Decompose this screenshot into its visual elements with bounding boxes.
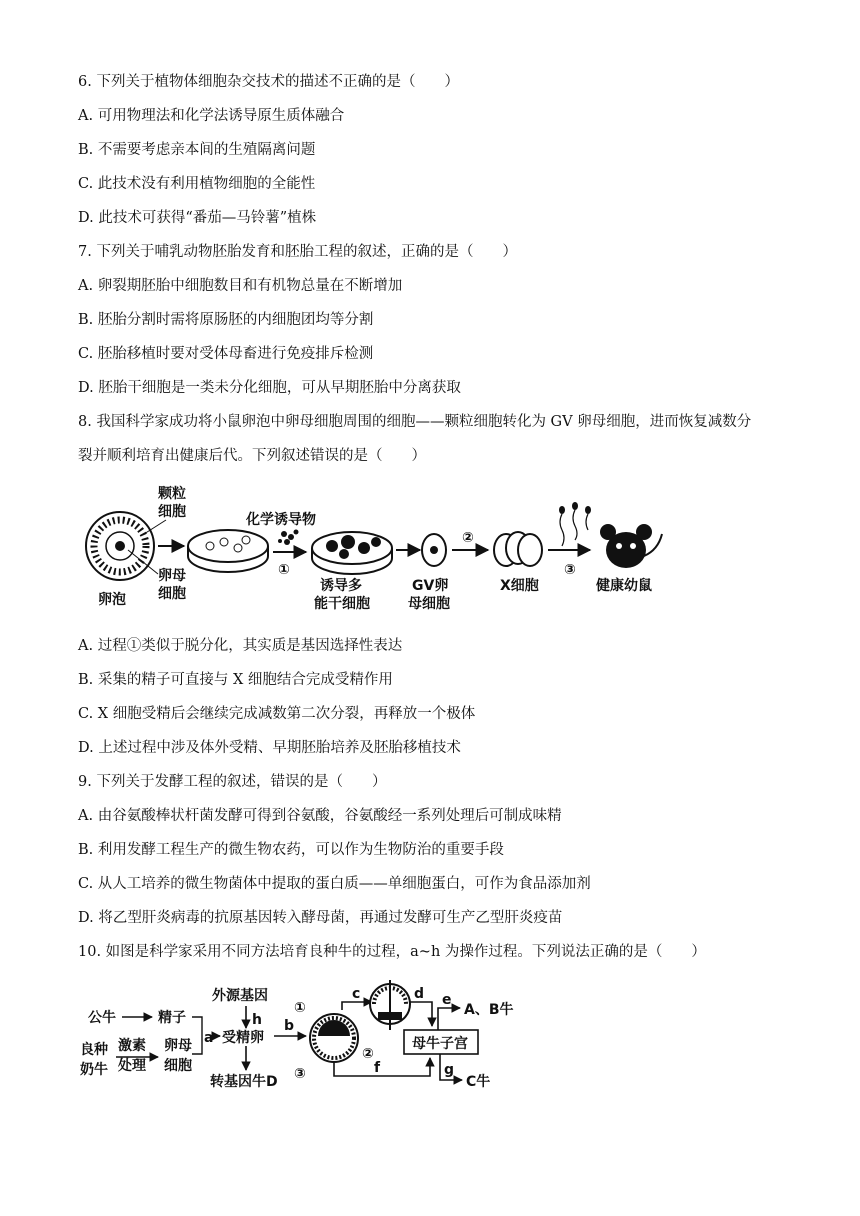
q6-option-b[interactable]: B. 不需要考虑亲本间的生殖隔离问题	[78, 142, 316, 158]
process-h-label: h	[252, 1012, 262, 1028]
q8-option-c[interactable]: C. X 细胞受精后会继续完成减数第二次分裂，再释放一个极体	[78, 706, 476, 722]
q6-option-c[interactable]: C. 此技术没有利用植物细胞的全能性	[78, 176, 316, 192]
sperm-icon	[559, 502, 591, 546]
egg-label-2: 细胞	[164, 1058, 192, 1074]
part-3-label: ③	[294, 1066, 306, 1082]
uterus-label: 母牛子宫	[412, 1036, 468, 1052]
q10-figure	[78, 978, 538, 1098]
x-cell-icon	[494, 532, 542, 566]
q7-option-c[interactable]: C. 胚胎移植时要对受体母畜进行免疫排斥检测	[78, 346, 374, 362]
q9-option-c[interactable]: C. 从人工培养的微生物菌体中提取的蛋白质——单细胞蛋白，可作为食品添加剂	[78, 876, 591, 892]
q8-option-d[interactable]: D. 上述过程中涉及体外受精、早期胚胎培养及胚胎移植技术	[78, 740, 461, 756]
process-b-label: b	[284, 1018, 295, 1034]
bull-label: 公牛	[88, 1010, 116, 1026]
egg-label-1: 卵母	[164, 1038, 192, 1054]
step-2-label: ②	[462, 530, 474, 546]
process-a-label: a	[204, 1030, 214, 1046]
blastocyst-icon	[310, 1014, 358, 1062]
mouse-label: 健康幼鼠	[596, 578, 652, 594]
foreign-gene-label: 外源基因	[212, 988, 268, 1004]
q6-option-d[interactable]: D. 此技术可获得“番茄—马铃薯”植株	[78, 210, 317, 226]
granulosa-label-1: 颗粒	[158, 486, 186, 502]
q7-stem: 7. 下列关于哺乳动物胚胎发育和胚胎工程的叙述，正确的是（ ）	[78, 244, 517, 260]
q8-stem-line1: 8. 我国科学家成功将小鼠卵泡中卵母细胞周围的细胞——颗粒细胞转化为 GV 卵母细胞，进而恢复减数分	[78, 414, 752, 430]
cow-label-1: 良种	[80, 1042, 108, 1058]
q7-option-a[interactable]: A. 卵裂期胚胎中细胞数目和有机物总量在不断增加	[78, 278, 403, 294]
follicle-label: 卵泡	[98, 592, 126, 608]
oocyte-label-1: 卵母	[158, 568, 186, 584]
process-g-label: g	[444, 1062, 455, 1078]
process-f-label: f	[374, 1060, 381, 1076]
culture-dish-icon	[188, 530, 268, 572]
chemical-inducer-icon	[278, 530, 299, 546]
x-cell-label: X细胞	[500, 578, 539, 594]
q9-option-d[interactable]: D. 将乙型肝炎病毒的抗原基因转入酵母菌，再通过发酵可生产乙型肝炎疫苗	[78, 910, 563, 926]
process-e-label: e	[442, 992, 452, 1008]
q6-option-a[interactable]: A. 可用物理法和化学法诱导原生质体融合	[78, 108, 345, 124]
oocyte-label-2: 细胞	[158, 586, 186, 602]
hormone-label-1: 激素	[118, 1038, 146, 1054]
inducer-label: 化学诱导物	[246, 512, 316, 528]
process-d-label: d	[414, 986, 425, 1002]
gv-label-2: 母细胞	[408, 596, 450, 612]
c-cattle-label: C牛	[466, 1074, 491, 1090]
q9-stem: 9. 下列关于发酵工程的叙述，错误的是（ ）	[78, 774, 387, 790]
ips-dish-icon	[312, 532, 392, 574]
cow-label-2: 奶牛	[80, 1062, 108, 1078]
split-embryo-icon	[370, 980, 410, 1030]
step-1-label: ①	[278, 562, 290, 578]
part-1-label: ①	[294, 1000, 306, 1016]
granulosa-label-2: 细胞	[158, 504, 186, 520]
ips-label-1: 诱导多	[320, 578, 362, 594]
fertilized-egg-label: 受精卵	[222, 1030, 264, 1046]
process-c-label: c	[352, 986, 361, 1002]
ips-label-2: 能干细胞	[314, 596, 370, 612]
q7-option-d[interactable]: D. 胚胎干细胞是一类未分化细胞，可从早期胚胎中分离获取	[78, 380, 461, 396]
sperm-label: 精子	[158, 1010, 186, 1026]
transgenic-label: 转基因牛D	[210, 1074, 278, 1090]
part-2-label: ②	[362, 1046, 374, 1062]
mouse-icon	[600, 524, 662, 568]
q8-stem-line2: 裂并顺利培育出健康后代。下列叙述错误的是（ ）	[78, 448, 426, 464]
step-3-label: ③	[564, 562, 576, 578]
q8-figure	[78, 484, 678, 618]
q8-option-b[interactable]: B. 采集的精子可直接与 X 细胞结合完成受精作用	[78, 672, 393, 688]
q10-stem: 10. 如图是科学家采用不同方法培育良种牛的过程，a~h 为操作过程。下列说法正确的是（ ）	[78, 944, 706, 960]
ab-cattle-label: A、B牛	[464, 1002, 514, 1018]
q7-option-b[interactable]: B. 胚胎分割时需将原肠胚的内细胞团均等分割	[78, 312, 374, 328]
q9-option-a[interactable]: A. 由谷氨酸棒状杆菌发酵可得到谷氨酸，谷氨酸经一系列处理后可制成味精	[78, 808, 562, 824]
q6-stem: 6. 下列关于植物体细胞杂交技术的描述不正确的是（ ）	[78, 74, 459, 90]
follicle-icon	[86, 512, 154, 580]
q9-option-b[interactable]: B. 利用发酵工程生产的微生物农药，可以作为生物防治的重要手段	[78, 842, 504, 858]
q8-option-a[interactable]: A. 过程①类似于脱分化，其实质是基因选择性表达	[78, 638, 403, 654]
hormone-label-2: 处理	[118, 1058, 146, 1074]
gv-oocyte-icon	[422, 534, 446, 566]
gv-label-1: GV卵	[412, 578, 449, 594]
